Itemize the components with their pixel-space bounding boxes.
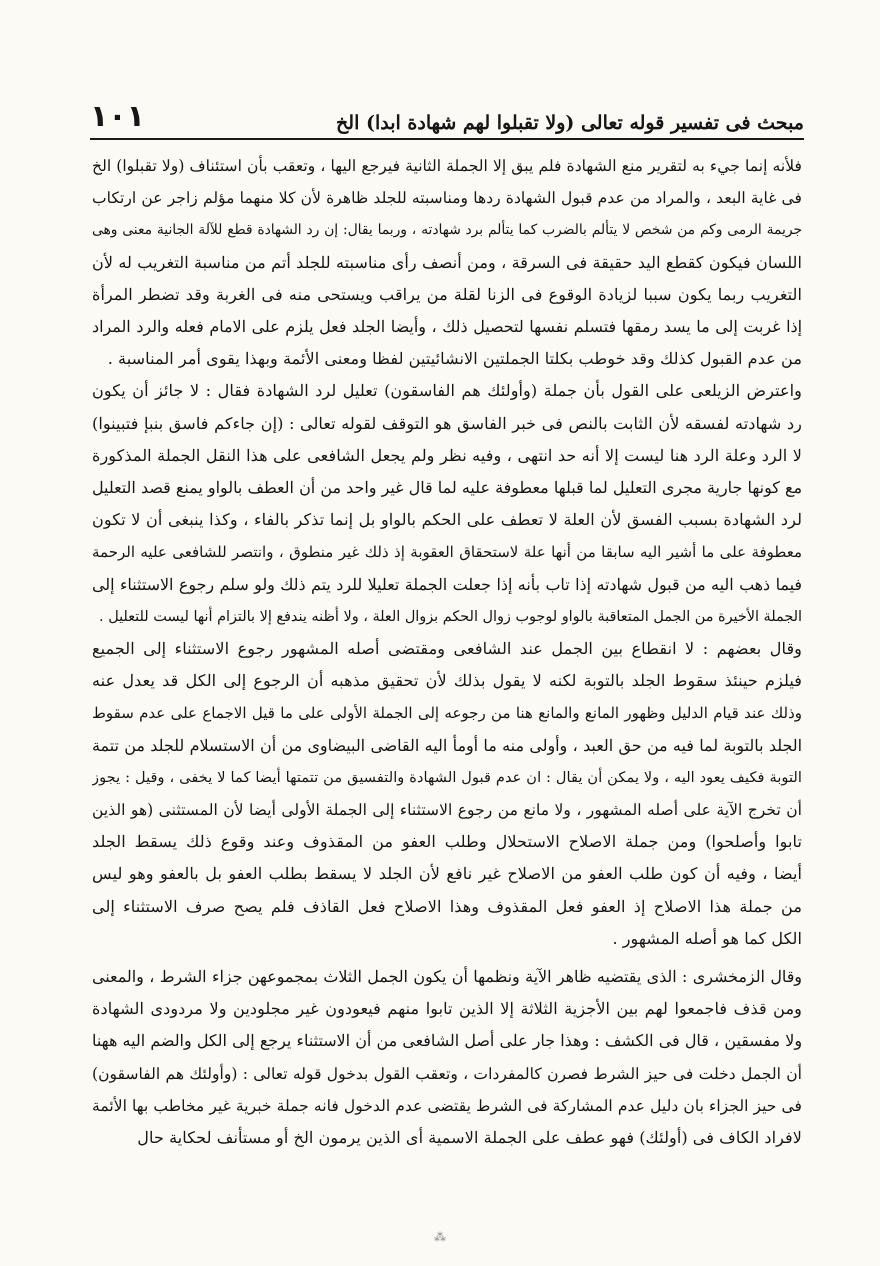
text-line: إذا غربت إلى ما يسد رمقها فتسلم نفسها لتحصيل ذلك ، وأيضا الجلد فعل يلزم على الامام فعله والرد المراد xyxy=(92,317,802,337)
text-line: وقال بعضهم : لا انقطاع بين الجمل عند الشافعى ومقتضى أصله المشهور رجوع الاستثناء إلى الجميع xyxy=(92,639,802,659)
paragraph xyxy=(92,150,802,375)
text-line: الجلد بالتوبة لما فيه من حق العبد ، وأولى منه ما أومأ اليه القاضى البيضاوى من أن الاستسلام للجلد من تتمة xyxy=(92,735,802,755)
text-line: لا الرد وعلة الرد هنا ليست إلا أنه حد انتهى ، وفيه نظر ولم يجعل الشافعى على هذا النقل الجملة المذكورة xyxy=(92,445,802,465)
text-line: الجملة الأخيرة من الجمل المتعاقبة بالواو لوجوب زوال الحكم بزوال العلة ، ولا أظنه يندفع إلا بالتزام أنها ليست للتعليل . xyxy=(99,608,802,625)
text-line: ومن قذف فاجمعوا لهم بين الأجزية الثلاثة إلا الذين تابوا منهم فيعودون غير مجلودين ولا مردودى الشهادة xyxy=(92,999,802,1019)
text-line: الكل كما هو أصله المشهور . xyxy=(612,928,802,948)
page-header xyxy=(90,84,804,140)
page-body xyxy=(92,150,802,1154)
paragraph xyxy=(92,961,802,1154)
text-line: أن الجمل دخلت فى حيز الشرط فصرن كالمفردات ، وتعقب القول بدخول قوله تعالى : (وأولئك هم الفاسقون) xyxy=(92,1064,802,1083)
footer-ornament: ⁂ xyxy=(434,1230,446,1244)
text-line: من جملة هذا الاصلاح إذ العفو فعل المقذوف وهذا الاصلاح فعل القاذف فلم يصح صرف الاستثناء إلى xyxy=(92,896,802,916)
text-line: فى حيز الجزاء بان دليل عدم المشاركة فى الشرط يقتضى عدم الدخول فانه جملة خبرية غير مخاطب بها الأئمة xyxy=(92,1096,802,1115)
text-line: تابوا وأصلحوا) ومن جملة الاصلاح الاستحلال وطلب العفو من المقذوف وعند وقوع ذلك يسقط الجلد xyxy=(92,832,802,852)
running-title: مبحث فى تفسير قوله تعالى (ولا تقبلوا لهم شهادة ابدا) الخ xyxy=(336,112,804,134)
text-line: فى غاية البعد ، والمراد من عدم قبول الشهادة ردها ومناسبته للجلد ظاهرة لأن كلا منهما مؤلم زاجر عن ارتكاب xyxy=(92,189,802,208)
text-line: جريمة الرمى وكم من شخص لا يتألم بالضرب كما يتألم برد شهادته ، وربما يقال: إن رد الشهادة قطع للآلة الجانية معنى وهى xyxy=(92,222,802,239)
text-line: ولا مفسقين ، قال فى الكشف : وهذا جار على أصل الشافعى من أن الاستثناء يرجع إلى الكل والضم اليه ههنا xyxy=(92,1031,802,1051)
text-line: التوبة فكيف يعود اليه ، ولا يمكن أن يقال : ان عدم قبول الشهادة والتفسيق من تتمتها أيضا كما لا يخفى ، وقيل : يجوز xyxy=(92,768,802,786)
text-line: واعترض الزيلعى على القول بأن جملة (وأولئك هم الفاسقون) تعليل لرد الشهادة فقال : لا جائز أن يكون xyxy=(92,381,802,401)
page-number: ١٠١ xyxy=(90,99,145,134)
text-line: أيضا ، وفيه أن كون طلب العفو من الاصلاح غير نافع لأن الجلد لا يسقط بطلب العفو بل بالعفو وهو ليس xyxy=(92,864,802,884)
text-line: وذلك عند قيام الدليل وظهور المانع والمانع هنا من رجوعه إلى الجملة الأولى على ما قيل الاجماع على عدم سقوط xyxy=(92,704,802,723)
text-line: فيما ذهب اليه من قبول شهادته إذا تاب بأنه إذا جعلت الجملة تعليلا للرد يتم ذلك ولو سلم رجوع الاستثناء إلى xyxy=(92,574,802,594)
text-line: أن تخرج الآية على أصله المشهور ، ولا مانع من رجوع الاستثناء إلى الجملة الأولى أيضا لأن المستثنى (هو الذين xyxy=(92,801,802,820)
text-line: مع كونها جارية مجرى التعليل لما قبلها معطوفة عليه لما قال غير واحد من أن العطف بالواو يمنع قصد التعليل xyxy=(92,478,802,498)
text-line: فلأنه إنما جيء به لتقرير منع الشهادة فلم يبق إلا الجملة الثانية فيرجع اليها ، وتعقب بأن استئناف (ولا تقبلوا) الخ xyxy=(92,157,802,175)
text-line: فيلزم حينئذ سقوط الجلد بالتوبة لكنه لا يقول بذلك لأن تحقيق مذهبه أن الرجوع إلى الكل قد يعدل عنه xyxy=(92,671,802,691)
text-line: لافراد الكاف فى (أولئك) فهو عطف على الجملة الاسمية أى الذين يرمون الخ أو مستأنف لحكاية حال xyxy=(137,1128,802,1148)
text-line: اللسان فيكون كقطع اليد حقيقة فى السرقة ، ومن أنصف رأى مناسبته للجلد أتم من مناسبة التغريب له لأن xyxy=(92,252,802,272)
text-line: من عدم القبول كذلك وقد خوطب بكلتا الجملتين الانشائيتين لفظا ومعنى الأئمة وبهذا يقوى أمر المناسبة . xyxy=(107,349,802,369)
text-line: التغريب ربما يكون سببا لزيادة الوقوع فى الزنا لقلة من يراقب ويستحى منه فى الغربة وقد تضطر المرأة xyxy=(92,284,802,304)
text-line: وقال الزمخشرى : الذى يقتضيه ظاهر الآية ونظمها أن يكون الجمل الثلاث بمجموعهن جزاء الشرط ، والمعنى xyxy=(92,967,802,987)
text-line: رد شهادته لفسقه لأن الثابت بالنص فى خبر الفاسق هو التوقف لقوله تعالى : (إن جاءكم فاسق بنبإ فتبينوا) xyxy=(92,413,802,433)
text-line: معطوفة على ما أشير اليه سابقا من أنها علة لاستحقاق العقوبة إذ ذلك غير منطوق ، وانتصر للشافعى عليه الرحمة xyxy=(92,543,802,562)
paragraph xyxy=(92,375,802,633)
paragraph xyxy=(92,633,802,955)
text-line: لرد الشهادة بسبب الفسق لأن العلة لا تعطف على الحكم بالواو بل إنما تذكر بالفاء ، وكذا ينبغى أن لا تكون xyxy=(92,510,802,530)
